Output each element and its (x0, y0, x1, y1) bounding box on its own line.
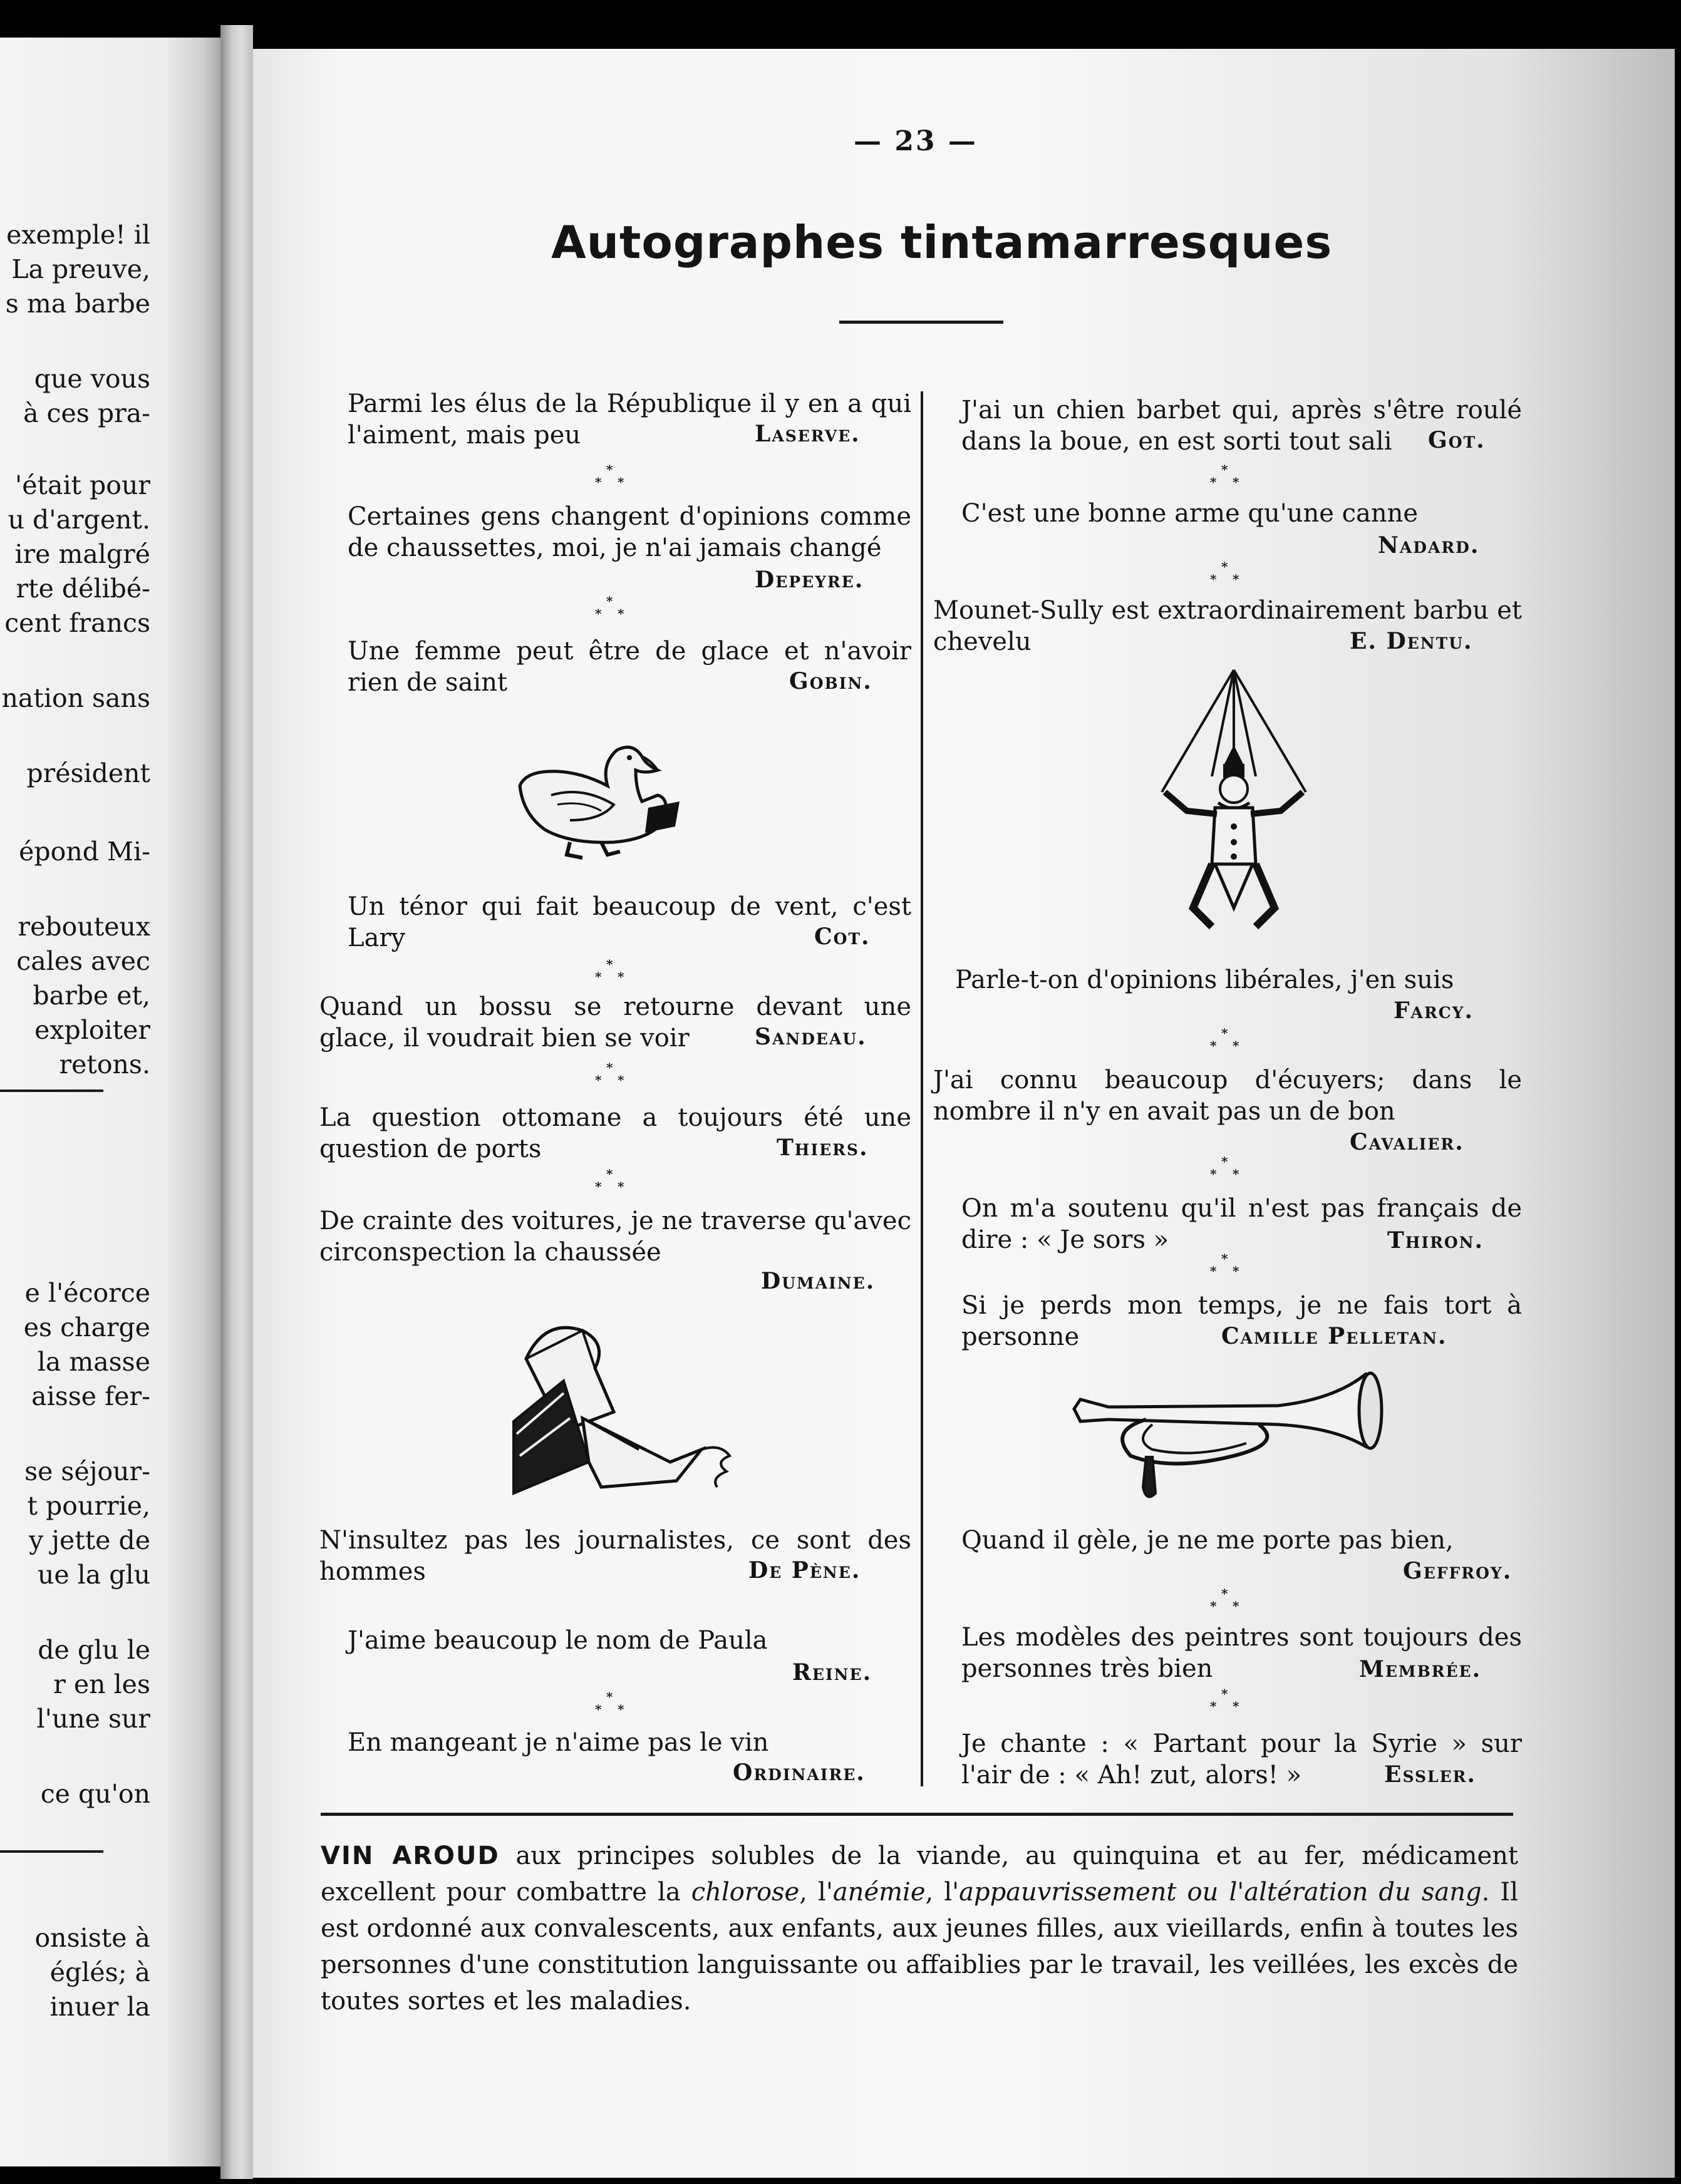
facing-page-line: y jette de (29, 1525, 150, 1555)
asterism-divider: * * * (595, 1060, 624, 1088)
facing-page-line: que vous (34, 364, 150, 394)
advertisement-emphasis: appauvrissement ou l'altération du sang (959, 1878, 1482, 1907)
asterism-divider: * * * (1210, 462, 1239, 490)
puppet-icon (1149, 664, 1318, 939)
facing-page-line: épond Mi- (19, 837, 150, 867)
facing-page-line: t pourrie, (27, 1491, 150, 1521)
quote-text: Certaines gens changent d'opinions comme de chaussettes, moi, je n'ai jamais changé (348, 502, 911, 562)
quote-text: La question ottomane a toujours été une question de ports (319, 1103, 911, 1163)
quote-author: E. Dentu. (1350, 628, 1473, 654)
asterism-divider: * * * (1210, 1154, 1239, 1182)
asterism-divider: * * * (595, 462, 624, 490)
column-divider (921, 391, 923, 1786)
facing-page-line: La preuve, (11, 254, 150, 284)
advertisement-text: aux principes solubles de la viande, au quinquina et au fer, médicament excellent pour combattre la (321, 1841, 1518, 1907)
advertisement-rule (321, 1813, 1513, 1816)
quote-text: De crainte des voitures, je ne traverse qu'avec circonspection la chaussée (319, 1207, 911, 1267)
quote-text: Quand un bossu se retourne devant une glace, il voudrait bien se voir (319, 992, 911, 1053)
facing-page-line: à ces pra- (23, 398, 150, 428)
quote-text: Mounet-Sully est extraordinairement barbu et chevelu (933, 596, 1522, 656)
facing-page-line: rte délibé- (16, 574, 150, 604)
asterism-divider: * * * (595, 1689, 624, 1717)
quote-author: Nadard. (1378, 532, 1480, 559)
quote-author: De Pène. (748, 1557, 861, 1584)
advertisement-emphasis: chlorose (691, 1878, 800, 1907)
advertisement-brand: VIN AROUD (321, 1841, 500, 1870)
facing-page-line: e l'écorce (24, 1278, 150, 1308)
quote-text: En mangeant je n'aime pas le vin (348, 1728, 769, 1757)
quote-text: Je chante : « Partant pour la Syrie » sur l'air de : « Ah! zut, alors! » (961, 1729, 1522, 1790)
facing-page-line: s ma barbe (5, 289, 150, 319)
quote-author: Thiron. (1387, 1227, 1484, 1254)
asterism-divider: * * * (1210, 1026, 1239, 1053)
quote-author: Gobin. (789, 668, 872, 694)
advertisement-text: , l' (799, 1878, 833, 1907)
facing-page-line: cales avec (16, 946, 150, 976)
facing-page-line: r en les (53, 1669, 150, 1699)
quote-author: Thiers. (777, 1135, 869, 1161)
quote-author: Ordinaire. (733, 1759, 866, 1786)
quote-text: Un ténor qui fait beaucoup de vent, c'est Lary (348, 892, 911, 952)
quote-text: Parmi les élus de la République il y en a qui l'aiment, mais peu (348, 389, 911, 450)
asterism-divider: * * * (1210, 1251, 1239, 1279)
folded-paper-icon (489, 1306, 758, 1512)
facing-page-line: ire malgré (14, 539, 150, 569)
quote-author: Laserve. (755, 421, 861, 447)
facing-page-line: nation sans (1, 683, 150, 713)
facing-page-line: onsiste à (34, 1923, 150, 1953)
facing-page-line: exploiter (34, 1015, 150, 1045)
quote-text: On m'a soutenu qu'il n'est pas français de dire : « Je sors » (961, 1194, 1522, 1254)
quote-author: Geffroy. (1403, 1558, 1513, 1584)
facing-page-line: aisse fer- (31, 1381, 150, 1411)
facing-page-line: président (26, 758, 150, 788)
title-rule (839, 321, 1003, 324)
asterism-divider: * * * (595, 1167, 624, 1194)
page-title: Autographes tintamarresques (551, 216, 1333, 269)
facing-page-line: ce qu'on (40, 1779, 150, 1809)
facing-page-rule (0, 1089, 103, 1092)
facing-page-line: inuer la (49, 1992, 150, 2022)
quote-text: Les modèles des peintres sont toujours des personnes très bien (961, 1623, 1522, 1683)
facing-page-rule (0, 1850, 103, 1853)
facing-page-line: de glu le (38, 1635, 150, 1665)
quote-author: Cavalier. (1350, 1129, 1464, 1155)
quote-author: Farcy. (1394, 997, 1474, 1024)
facing-page-line: 'était pour (14, 470, 150, 500)
duck-icon (507, 726, 695, 864)
quote-text: Parle-t-on d'opinions libérales, j'en suis (955, 966, 1454, 994)
quote-text: J'aime beaucoup le nom de Paula (348, 1626, 768, 1655)
facing-page-line: exemple! il (6, 220, 150, 250)
facing-page-line: es charge (23, 1312, 150, 1342)
quote-author: Sandeau. (755, 1024, 867, 1050)
asterism-divider: * * * (595, 594, 624, 621)
advertisement-text: , l' (925, 1878, 959, 1907)
book-spine (220, 25, 253, 2179)
facing-page-line: la masse (37, 1347, 150, 1377)
quote-text: N'insultez pas les journalistes, ce sont des hommes (319, 1526, 911, 1586)
asterism-divider: * * * (1210, 559, 1239, 587)
facing-page-line: barbe et, (33, 981, 150, 1011)
facing-page-line: u d'argent. (8, 505, 150, 535)
quote-text: J'ai connu beaucoup d'écuyers; dans le nombre il n'y en avait pas un de bon (933, 1066, 1522, 1126)
quote-author: Membrée. (1359, 1656, 1482, 1682)
quote-author: Depeyre. (755, 567, 864, 593)
quote-author: Got. (1428, 427, 1486, 453)
quote-author: Dumaine. (761, 1268, 876, 1294)
quote-text: Une femme peut être de glace et n'avoir rien de saint (348, 637, 911, 697)
quote-text: Si je perds mon temps, je ne fais tort à personne (961, 1291, 1522, 1351)
advertisement-text: . Il est ordonné aux convalescents, aux enfants, aux jeunes filles, aux vieillards, enfin à toutes les personnes d'une constitution languissante ou affaiblies par le travail, les veillées, les excès de toutes sortes et les maladies. (321, 1878, 1519, 2016)
quote-author: Reine. (792, 1659, 872, 1686)
quote-text: C'est une bonne arme qu'une canne (961, 499, 1419, 528)
facing-page-line: se séjour- (24, 1456, 150, 1486)
quote-author: Cot. (814, 924, 871, 950)
quote-author: Camille Pelletan. (1221, 1323, 1447, 1349)
quote-author: Essler. (1384, 1761, 1476, 1788)
facing-page-line: églés; à (49, 1957, 150, 1987)
asterism-divider: * * * (1210, 1586, 1239, 1614)
quote-text: J'ai un chien barbet qui, après s'être roulé dans la boue, en est sorti tout sali (961, 396, 1522, 456)
facing-page-line: ue la glu (37, 1560, 150, 1590)
facing-page (0, 38, 220, 2166)
asterism-divider: * * * (595, 957, 624, 984)
facing-page-line: cent francs (4, 608, 150, 638)
facing-page-line: retons. (59, 1049, 150, 1079)
quote-text: Quand il gèle, je ne me porte pas bien, (961, 1526, 1454, 1555)
advertisement-emphasis: anémie (832, 1878, 926, 1907)
bugle-icon (1071, 1362, 1397, 1512)
facing-page-line: rebouteux (18, 912, 150, 942)
page-number: — 23 — (854, 125, 978, 157)
advertisement (321, 1838, 1518, 2019)
asterism-divider: * * * (1210, 1686, 1239, 1714)
facing-page-line: l'une sur (36, 1704, 150, 1734)
